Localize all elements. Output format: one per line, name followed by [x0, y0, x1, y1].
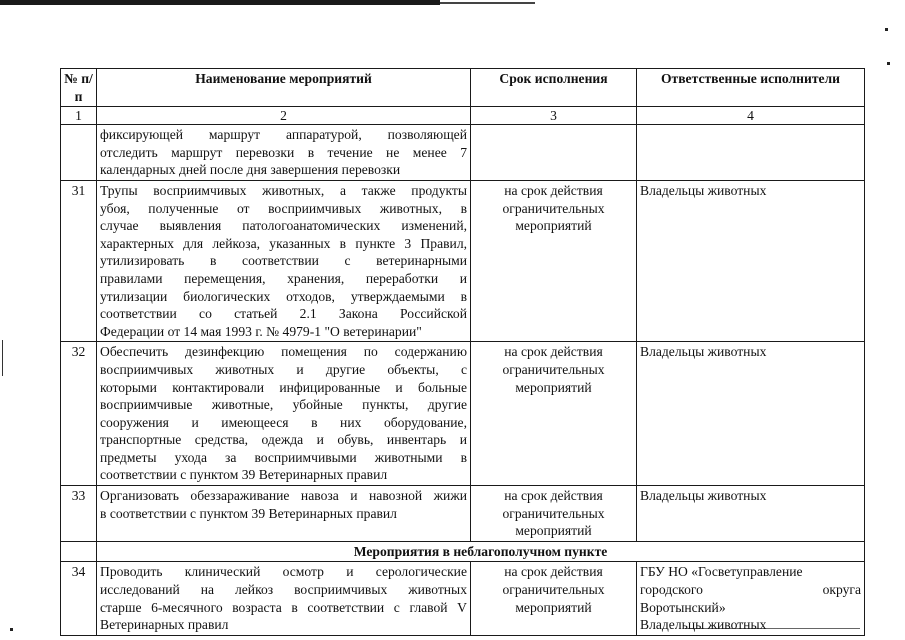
header-name: Наименование мероприятий: [97, 69, 471, 107]
table-row-34: [61, 562, 865, 635]
row-resp: Владельцы животных: [637, 180, 865, 341]
text-line: случае выявления патологоанатомических изменений,: [100, 218, 467, 234]
text-line: сооружения и имеющееся в них оборудование,: [100, 414, 467, 430]
row-num: 32: [61, 342, 97, 486]
row-text-cell: [97, 125, 471, 181]
text-line: восприимчивые животные, убойные пункты, другие: [100, 397, 467, 413]
top-rule-thin: [440, 2, 535, 4]
scan-speck: [887, 62, 890, 65]
resp-line: ГБУ НО «Госветуправление: [640, 564, 803, 580]
colnum-3: 3: [471, 107, 637, 125]
colnum-1: 1: [61, 107, 97, 125]
header-resp: Ответственные исполнители: [637, 69, 865, 107]
colnum-4: 4: [637, 107, 865, 125]
text-line: характерных для лейкоза, указанных в пункте 3 Правил,: [100, 235, 467, 251]
table-row-continuation: [61, 125, 865, 181]
measures-table: [60, 68, 865, 636]
text-line: Трупы восприимчивых животных, а также продукты: [100, 182, 467, 198]
text-line: старше 6-месячного возраста в соответствии с главой V: [100, 599, 467, 615]
section-num-cell: [61, 541, 97, 562]
row-term: на срок действия ограничительных мероприятий: [471, 342, 637, 486]
header-num: № п/п: [61, 69, 97, 107]
row-text-cell: [97, 342, 471, 486]
row-resp: Владельцы животных: [637, 342, 865, 486]
colnum-2: 2: [97, 107, 471, 125]
table-row-32: [61, 342, 865, 486]
header-term: Срок исполнения: [471, 69, 637, 107]
table-header-row: [61, 69, 865, 107]
row-text-cell: [97, 486, 471, 542]
text-line: утилизировать в соответствии с ветеринарными: [100, 253, 467, 269]
scan-margin-mark: [2, 340, 3, 376]
row-term: на срок действия ограничительных мероприятий: [471, 486, 637, 542]
row-num: 34: [61, 562, 97, 635]
text-line: убоя, полученные от восприимчивых животных, в: [100, 200, 467, 216]
text-line: правилами перемещения, хранения, переработки и: [100, 270, 467, 286]
text-line: исследований на лейкоз восприимчивых животных: [100, 582, 467, 598]
text-line: транспортные средства, одежда и обувь, инвентарь и: [100, 432, 467, 448]
text-line: в соответствии с пунктом 39 Ветеринарных правил: [100, 505, 397, 521]
section-title: Мероприятия в неблагополучном пункте: [97, 541, 865, 562]
row-term-cell: [471, 125, 637, 181]
text-line: соответствии с пунктом 39 Ветеринарных правил: [100, 467, 388, 483]
text-line: которыми контактировали инфицированные и больные: [100, 379, 467, 395]
resp-line: Владельцы животных: [640, 617, 767, 633]
row-num-cell: [61, 125, 97, 181]
row-term: на срок действия ограничительных мероприятий: [471, 562, 637, 635]
column-number-row: [61, 107, 865, 125]
resp-line: Воротынский»: [640, 599, 726, 615]
row-text-cell: [97, 180, 471, 341]
text-line: Проводить клинический осмотр и серологические: [100, 564, 467, 580]
row-resp-cell: [637, 562, 865, 635]
table-row-31: [61, 180, 865, 341]
text-line: восприимчивых животных и другие объекты, с: [100, 361, 467, 377]
row-term: на срок действия ограничительных мероприятий: [471, 180, 637, 341]
text-line: утилизации биологических отходов, утверждаемыми в: [100, 288, 467, 304]
scan-speck: [885, 28, 888, 31]
row-num: 31: [61, 180, 97, 341]
text-line: календарных дней после дня завершения перевозки: [100, 162, 401, 178]
row-resp-cell: [637, 125, 865, 181]
text-line: соответствии со статьей 2.1 Закона Российской: [100, 306, 467, 322]
section-row: [61, 541, 865, 562]
text-line: Ветеринарных правил: [100, 617, 229, 633]
row-text-cell: [97, 562, 471, 635]
resp-line: городского округа: [640, 582, 861, 598]
text-line: фиксирующей маршрут аппаратурой, позволяющей: [100, 127, 467, 143]
top-rule: [0, 0, 440, 5]
text-line: предметы ухода за восприимчивыми животными в: [100, 449, 467, 465]
text-line: отследить маршрут перевозки в течение не менее 7: [100, 144, 467, 160]
table-row-33: [61, 486, 865, 542]
row-resp: Владельцы животных: [637, 486, 865, 542]
text-line: Федерации от 14 мая 1993 г. № 4979-1 "О ветеринарии": [100, 323, 422, 339]
text-line: Организовать обеззараживание навоза и навозной жижи: [100, 488, 467, 504]
scan-speck: [10, 628, 13, 631]
text-line: Обеспечить дезинфекцию помещения по содержанию: [100, 344, 467, 360]
row-num: 33: [61, 486, 97, 542]
